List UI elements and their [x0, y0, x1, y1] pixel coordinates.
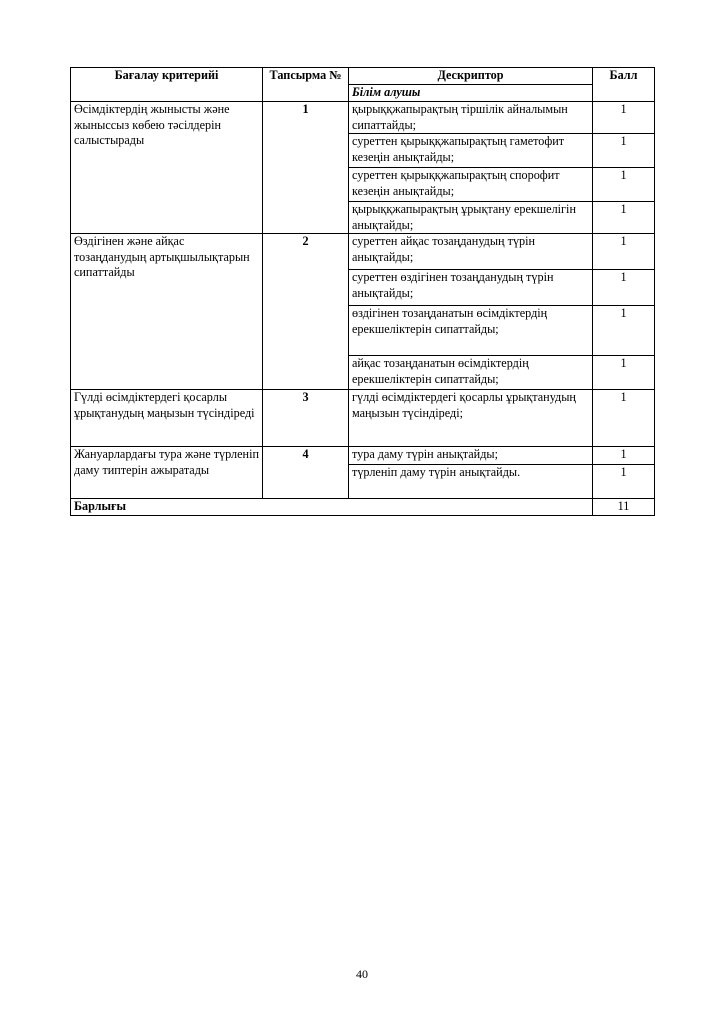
task-number-cell: 4: [263, 447, 349, 499]
criterion-cell: Гүлді өсімдіктердегі қосарлы ұрықтанудың маңызын түсіндіреді: [71, 390, 263, 447]
header-criteria: Бағалау критерийі: [71, 68, 263, 102]
rubric-body: [71, 68, 655, 516]
page-number: 40: [356, 967, 368, 981]
task-number-cell: 3: [263, 390, 349, 447]
descriptor-cell: түрленіп даму түрін анықтайды.: [349, 465, 593, 499]
points-cell: 1: [593, 356, 655, 390]
total-row: [71, 499, 655, 516]
task-number-cell: 1: [263, 102, 349, 234]
descriptor-cell: суреттен өздігінен тозаңданудың түрін анықтайды;: [349, 270, 593, 306]
descriptor-cell: қырыққжапырақтың тіршілік айналымын сипаттайды;: [349, 102, 593, 134]
criterion-cell: Жануарлардағы тура және түрленіп даму типтерін ажыратады: [71, 447, 263, 499]
descriptor-cell: өздігінен тозаңданатын өсімдіктердің ерекшеліктерін сипаттайды;: [349, 306, 593, 356]
points-cell: 1: [593, 102, 655, 134]
header-descriptor: Дескриптор: [349, 68, 593, 85]
total-label: Барлығы: [71, 499, 593, 516]
descriptor-cell: суреттен қырыққжапырақтың спорофит кезеңін анықтайды;: [349, 168, 593, 202]
points-cell: 1: [593, 306, 655, 356]
descriptor-cell: айқас тозаңданатын өсімдіктердің ерекшеліктерін сипаттайды;: [349, 356, 593, 390]
descriptor-cell: гүлді өсімдіктердегі қосарлы ұрықтанудың маңызын түсіндіреді;: [349, 390, 593, 447]
header-row: [71, 68, 655, 85]
header-descriptor-subtitle: Білім алушы: [349, 85, 593, 102]
criterion-cell: Өздігінен және айқас тозаңданудың артықшылықтарын сипаттайды: [71, 234, 263, 390]
points-cell: 1: [593, 447, 655, 465]
table-row: [71, 390, 655, 447]
total-points: 11: [593, 499, 655, 516]
points-cell: 1: [593, 234, 655, 270]
descriptor-cell: тура даму түрін анықтайды;: [349, 447, 593, 465]
points-cell: 1: [593, 270, 655, 306]
table-row: [71, 447, 655, 465]
points-cell: 1: [593, 134, 655, 168]
header-task: Тапсырма №: [263, 68, 349, 102]
header-points: Балл: [593, 68, 655, 102]
points-cell: 1: [593, 390, 655, 447]
descriptor-cell: суреттен айқас тозаңданудың түрін анықтайды;: [349, 234, 593, 270]
criterion-cell: Өсімдіктердің жынысты және жыныссыз көбею тәсілдерін салыстырады: [71, 102, 263, 234]
descriptor-cell: суреттен қырыққжапырақтың гаметофит кезеңін анықтайды;: [349, 134, 593, 168]
task-number-cell: 2: [263, 234, 349, 390]
table-row: [71, 234, 655, 270]
table-row: [71, 102, 655, 134]
descriptor-cell: қырыққжапырақтың ұрықтану ерекшелігін анықтайды;: [349, 202, 593, 234]
points-cell: 1: [593, 465, 655, 499]
points-cell: 1: [593, 202, 655, 234]
assessment-rubric-table: [70, 67, 655, 516]
points-cell: 1: [593, 168, 655, 202]
